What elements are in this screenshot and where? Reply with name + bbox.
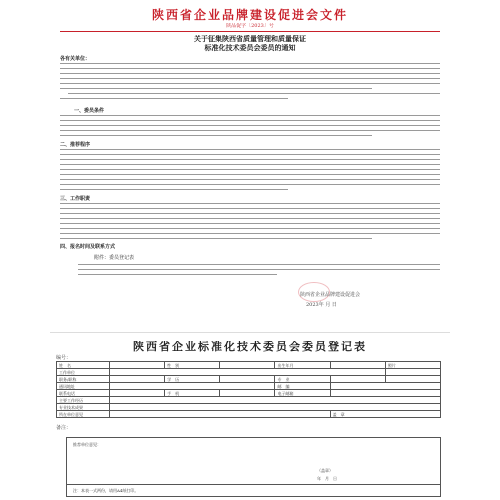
issue-date: 2023年 月 日 bbox=[306, 302, 337, 308]
field-cell[interactable] bbox=[330, 362, 385, 369]
row-label: 电子邮箱 bbox=[275, 390, 330, 397]
row-label: 盖 章 bbox=[330, 411, 440, 418]
body-paragraph-4 bbox=[60, 203, 440, 243]
notice-page bbox=[50, 0, 450, 325]
table-row bbox=[57, 390, 441, 397]
section-heading-5: 四、报名时间及联系方式 bbox=[60, 244, 116, 250]
form-title: 陕西省企业标准化技术委员会委员登记表 bbox=[133, 341, 367, 353]
field-cell[interactable] bbox=[110, 411, 331, 418]
field-cell[interactable] bbox=[110, 383, 275, 390]
row-label: 工作单位 bbox=[57, 369, 110, 376]
notice-title-line2: 标准化技术委员会委员的通知 bbox=[204, 44, 296, 52]
registration-form-page bbox=[50, 332, 450, 500]
field-cell[interactable] bbox=[330, 376, 385, 383]
field-cell[interactable] bbox=[110, 397, 441, 404]
field-cell[interactable] bbox=[330, 383, 440, 390]
table-row bbox=[57, 383, 441, 390]
body-paragraph-1 bbox=[60, 63, 440, 103]
document-number: 陕品促字〔2023〕号 bbox=[226, 23, 274, 29]
row-label: 手 机 bbox=[165, 390, 220, 397]
row-label: 性 别 bbox=[165, 362, 220, 369]
field-cell[interactable] bbox=[110, 376, 165, 383]
table-row bbox=[57, 404, 441, 411]
section-heading-2: 一、委员条件 bbox=[74, 108, 105, 114]
row-label: 主要工作经历 bbox=[57, 397, 110, 404]
recommendation-box bbox=[66, 437, 441, 497]
row-label: 出生年月 bbox=[275, 362, 330, 369]
recommender-opinion-label: 推荐单位意见： bbox=[73, 442, 101, 447]
table-row bbox=[57, 362, 441, 369]
photo-cell: 照片 bbox=[385, 362, 440, 369]
box-divider bbox=[67, 484, 440, 485]
row-label: 专 业 bbox=[275, 376, 330, 383]
row-label: 职务/职称 bbox=[57, 376, 110, 383]
form-note: 注：本表一式两份，请用A4纸打印。 bbox=[73, 488, 139, 493]
attachment-lines bbox=[78, 264, 440, 279]
row-label: 专业技术成果 bbox=[57, 404, 110, 411]
photo-cell bbox=[385, 369, 440, 376]
row-label: 通讯地址 bbox=[57, 383, 110, 390]
table-row bbox=[57, 376, 441, 383]
field-cell[interactable] bbox=[220, 390, 275, 397]
field-cell[interactable] bbox=[110, 362, 165, 369]
notice-title-line1: 关于征集陕西省质量管理和质量保证 bbox=[194, 35, 306, 43]
field-cell[interactable] bbox=[330, 390, 440, 397]
section-heading-1: 各有关单位： bbox=[60, 56, 91, 62]
table-row bbox=[57, 369, 441, 376]
body-paragraph-2 bbox=[60, 115, 440, 140]
issuer-signature: 陕西省企业品牌建设促进会 bbox=[300, 292, 361, 298]
section-heading-3: 二、推荐程序 bbox=[60, 142, 91, 148]
table-row bbox=[57, 397, 441, 404]
header-rule bbox=[60, 31, 440, 32]
field-cell[interactable] bbox=[220, 376, 275, 383]
field-cell[interactable] bbox=[110, 369, 386, 376]
row-label: 所在单位意见 bbox=[57, 411, 110, 418]
attachment-label: 附件：委员登记表 bbox=[94, 255, 135, 261]
registration-table bbox=[56, 361, 441, 418]
photo-cell bbox=[385, 376, 440, 383]
document-header: 陕西省企业品牌建设促进会文件 bbox=[151, 8, 348, 22]
field-cell[interactable] bbox=[220, 362, 275, 369]
body-paragraph-3 bbox=[60, 149, 440, 194]
field-cell[interactable] bbox=[110, 390, 165, 397]
field-cell[interactable] bbox=[110, 404, 441, 411]
row-label: 联系电话 bbox=[57, 390, 110, 397]
form-serial-label: 编号： bbox=[56, 355, 72, 361]
form-remark: 备注： bbox=[56, 425, 72, 431]
row-label: 学 历 bbox=[165, 376, 220, 383]
stamp-label: （盖章） bbox=[317, 468, 333, 473]
date-label: 年 月 日 bbox=[317, 476, 337, 481]
row-label: 姓 名 bbox=[57, 362, 110, 369]
row-label: 邮 编 bbox=[275, 383, 330, 390]
section-heading-4: 三、工作职责 bbox=[60, 196, 91, 202]
table-row bbox=[57, 411, 441, 418]
